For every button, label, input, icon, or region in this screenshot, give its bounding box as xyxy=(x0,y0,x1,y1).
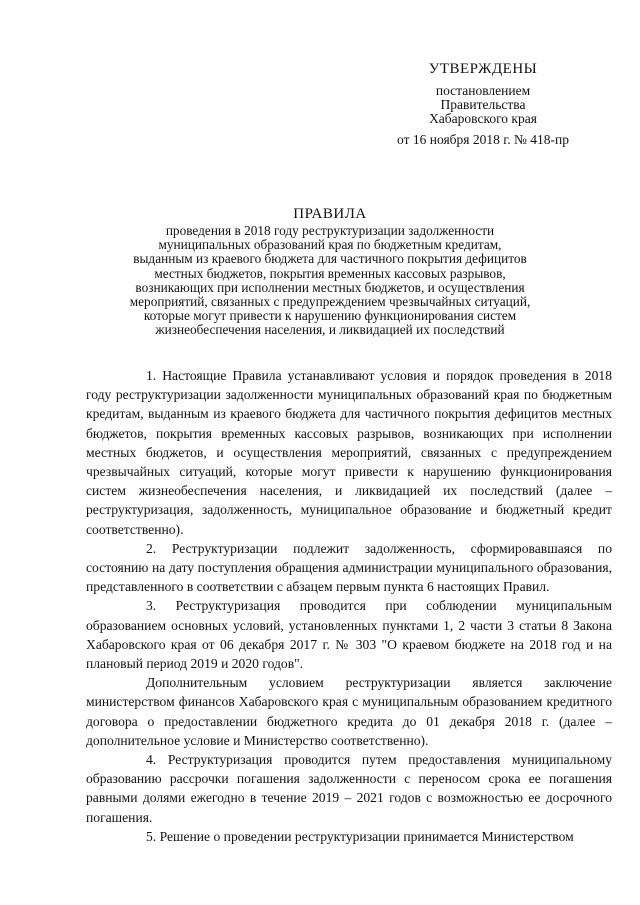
approval-line-3: Хабаровского края xyxy=(429,111,537,126)
approval-stamp xyxy=(378,60,588,148)
paragraph-1: 1. Настоящие Правила устанавливают условия и порядок проведения в 2018 году реструктуризации задолженности муниципальных образований края по бюджетным кредитам, выданным из краевого бюджета для частичного покрытия дефицитов местных бюджетов, покрытия временных кассовых разрывов, возникающих при исполнении местных бюджетов, и осуществления мероприятий, связанных с предупреждением чрезвычайных ситуаций, которые могут привести к нарушению функционирования систем жизнеобеспечения населения, и ликвидацией их последствий (далее – реструктуризация, задолженность, муниципальное образование и бюджетный кредит соответственно). xyxy=(86,368,612,537)
paragraph-3-additional: Дополнительным условием реструктуризации является заключение министерством финансов Хабаровского края с муниципальным образованием кредитного договора о предоставлении бюджетного кредита до 01 декабря 2018 г. (далее – дополнительное условие и Министерство соответственно). xyxy=(86,675,612,748)
subtitle-line: местных бюджетов, покрытия временных кассовых разрывов, xyxy=(154,265,506,281)
approval-line-1: постановлением xyxy=(435,83,531,98)
paragraph-3: 3. Реструктуризация проводится при соблюдении муниципальным образованием основных условий, установленных пунктами 1, 2 части 3 статьи 8 Закона Хабаровского края от 06 декабря 2017 г. № 303 "О краевом бюджете на 2018 год и на плановый период 2019 и 2020 годов". xyxy=(86,598,612,672)
subtitle-line: мероприятий, связанных с предупреждением чрезвычайных ситуаций, xyxy=(129,294,531,310)
subtitle-line: муниципальных образований края по бюджетным кредитам, xyxy=(158,237,502,253)
document-subtitle xyxy=(120,224,540,338)
subtitle-line: проведения в 2018 году реструктуризации задолженности xyxy=(165,223,495,238)
document-body xyxy=(86,366,612,846)
subtitle-line: жизнеобеспечения населения, и ликвидацией их последствий xyxy=(155,322,505,338)
subtitle-line: возникающих при исполнении местных бюджетов, и осуществления xyxy=(135,279,525,295)
document-title: ПРАВИЛА xyxy=(293,206,367,222)
approval-heading: УТВЕРЖДЕНЫ xyxy=(428,61,538,77)
paragraph-5: 5. Решение о проведении реструктуризации принимается Министерством xyxy=(146,828,574,844)
approval-line-2: Правительства xyxy=(440,97,526,112)
approval-date: от 16 ноября 2018 г. № 418-пр xyxy=(397,132,569,147)
paragraph-4: 4. Реструктуризация проводится путем предоставления муниципальному образованию рассрочки погашения задолженности с переносом срока ее погашения равными долями ежегодно в течение 2019 – 2021 годов с возможностью ее досрочного погашения. xyxy=(86,752,612,825)
subtitle-line: выданным из краевого бюджета для частичного покрытия дефицитов xyxy=(133,251,527,267)
subtitle-line: которые могут привести к нарушению функционирования систем xyxy=(143,308,517,324)
paragraph-2: 2. Реструктуризации подлежит задолженность, сформировавшаяся по состоянию на дату поступления обращения администрации муниципального образования, представленного в соответствии с абзацем первым пункта 6 настоящих Правил. xyxy=(86,540,612,595)
